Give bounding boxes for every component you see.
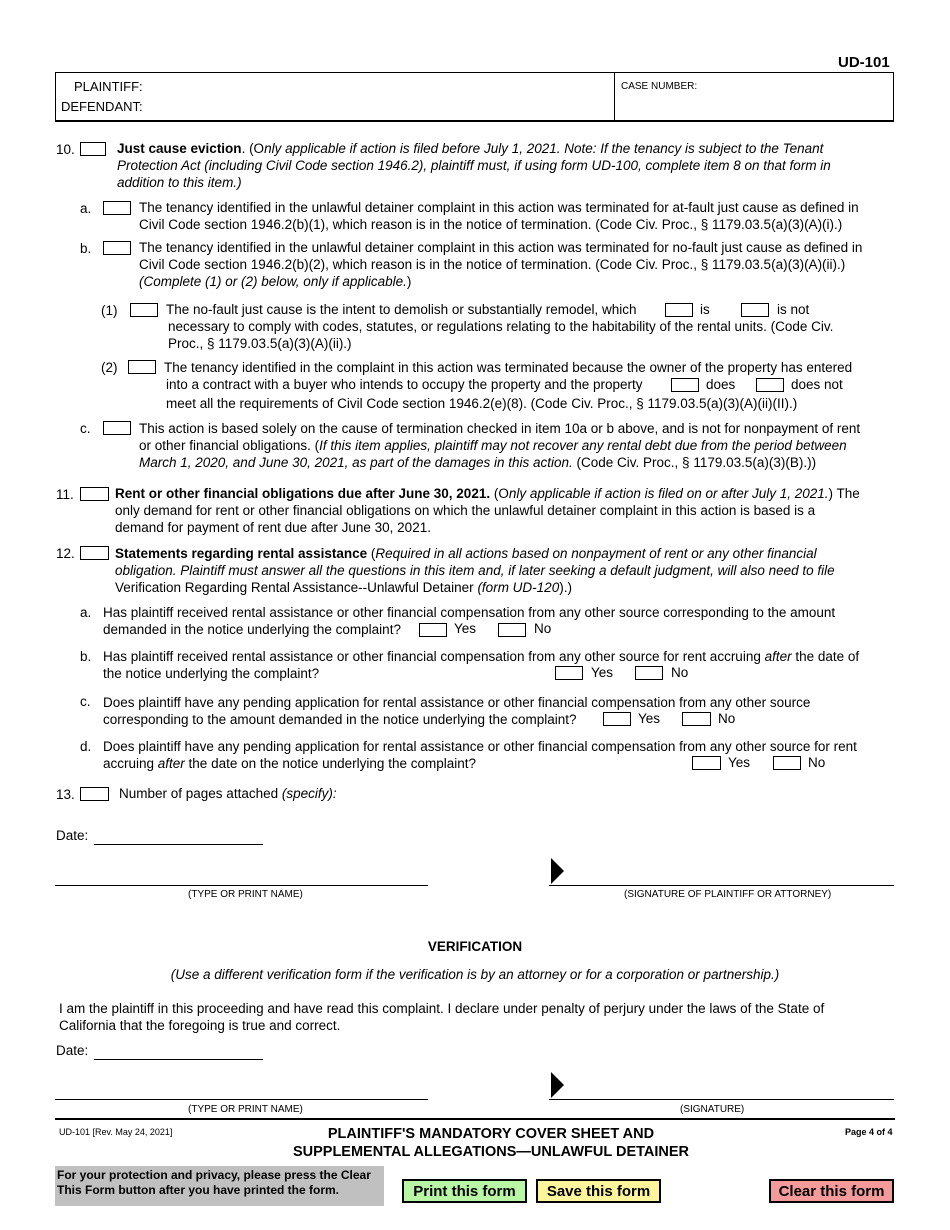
item12-checkbox[interactable] — [80, 546, 109, 560]
case-number-field[interactable] — [621, 95, 886, 117]
item10b1-is-checkbox[interactable] — [665, 303, 693, 317]
item10b1-label: (1) — [101, 303, 118, 318]
footer-page: Page 4 of 4 — [845, 1127, 893, 1137]
item12b-line1a: Has plaintiff received rental assistance or other financial compensation from any other source for rent accruing — [103, 649, 765, 664]
item12-line3c: ).) — [559, 580, 572, 595]
footer-rule — [55, 1118, 895, 1120]
item10-title: Just cause eviction — [117, 141, 242, 156]
item12b-line1b: after — [764, 649, 792, 664]
item10a-label: a. — [80, 201, 92, 216]
item12a-no-label: No — [534, 621, 552, 636]
item10b2-doesnot-label: does not — [791, 377, 843, 392]
item10b1-line3: Proc., § 1179.03.5(a)(3)(A)(ii).) — [168, 336, 352, 351]
caption-divider — [614, 73, 615, 121]
item12c-no-label: No — [718, 711, 736, 726]
item10-number: 10. — [56, 142, 75, 157]
item12b-line2: the notice underlying the complaint? — [103, 666, 320, 681]
verification-print-name-caption: (TYPE OR PRINT NAME) — [188, 1104, 303, 1115]
item10b-checkbox[interactable] — [103, 241, 131, 255]
item10b-label: b. — [80, 241, 92, 256]
verification-signature-field[interactable] — [549, 1082, 894, 1100]
save-form-button[interactable]: Save this form — [536, 1179, 661, 1203]
item12d-line2a: accruing — [103, 756, 158, 771]
item10b2-line3: meet all the requirements of Civil Code section 1946.2(e)(8). (Code Civ. Proc., § 1179.03.5(a)(3)(A)(ii)(II).) — [166, 396, 798, 411]
item12-line3a: Verification Regarding Rental Assistance--Unlawful Detainer — [115, 580, 478, 595]
item10b-line1: The tenancy identified in the unlawful detainer complaint in this action was terminated for no-fault just cause as defined in — [139, 240, 863, 255]
item10-line3: addition to this item.) — [117, 175, 242, 190]
item12-l1b: Required in all actions based on nonpayment of rent or any other financial — [375, 546, 817, 561]
caption-box — [55, 72, 894, 122]
item11-line3: demand for payment of rent due after June 30, 2021. — [115, 520, 431, 535]
plaintiff-field[interactable] — [156, 75, 606, 95]
verification-date-field[interactable] — [94, 1042, 263, 1060]
print-name-caption: (TYPE OR PRINT NAME) — [188, 889, 303, 900]
item10c-line3 — [139, 454, 816, 471]
verification-date-label: Date: — [56, 1043, 89, 1058]
verification-line1: I am the plaintiff in this proceeding and have read this complaint. I declare under penalty of perjury under the laws of the State of — [59, 1001, 825, 1016]
item13-label: Number of pages attached — [119, 786, 282, 801]
item12-line2: obligation. Plaintiff must answer all the questions in this item and, if later seeking a default judgment, will also need to file — [115, 563, 835, 578]
plaintiff-label: PLAINTIFF: — [74, 79, 143, 94]
item12d-no-label: No — [808, 755, 826, 770]
form-id: UD-101 — [838, 54, 890, 71]
item10b-line3-italic: (Complete (1) or (2) below, only if applicable. — [139, 274, 407, 289]
item13-specify: (specify): — [281, 786, 337, 801]
item12-line1 — [115, 545, 817, 562]
item11-title: Rent or other financial obligations due after June 30, 2021. — [115, 486, 491, 501]
item10b1-line2: necessary to comply with codes, statutes, or regulations relating to the habitability of the rental units. (Code Civ. — [168, 319, 834, 334]
item12d-line1: Does plaintiff have any pending application for rental assistance or other financial compensation from any other source for rent — [103, 739, 857, 754]
item12d-yes-checkbox[interactable] — [692, 756, 721, 770]
item10-line1 — [117, 140, 897, 157]
item12a-label: a. — [80, 605, 92, 620]
verification-print-name-field[interactable] — [55, 1082, 428, 1100]
item11-l1b: nly applicable if action is filed on or after July 1, 2021. — [508, 486, 829, 501]
item12-title: Statements regarding rental assistance — [115, 546, 368, 561]
print-form-button[interactable]: Print this form — [402, 1179, 527, 1203]
item10b2-line1: The tenancy identified in the complaint in this action was terminated because the owner of the property has entered — [164, 360, 853, 375]
item12d-line2b: after — [157, 756, 185, 771]
defendant-field[interactable] — [156, 97, 606, 117]
item10b1-line1: The no-fault just cause is the intent to demolish or substantially remodel, which — [166, 302, 637, 317]
item10c-line2b: If this item applies, plaintiff may not recover any rental debt due from the period between — [319, 438, 847, 453]
item12d-no-checkbox[interactable] — [773, 756, 801, 770]
item10b2-does-label: does — [706, 377, 736, 392]
item12c-line1: Does plaintiff have any pending application for rental assistance or other financial compensation from any other source — [103, 695, 811, 710]
item13-pages-field[interactable] — [355, 782, 885, 802]
item10b-line3-end: ) — [406, 274, 412, 289]
item10b2-checkbox[interactable] — [128, 360, 156, 374]
item10a-line2: Civil Code section 1946.2(b)(1), which reason is in the notice of termination. (Code Civ. Proc., § 1179.03.5(a)(3)(A)(i).) — [139, 217, 843, 232]
privacy-line-1: For your protection and privacy, please press the Clear — [57, 1168, 371, 1182]
item13-checkbox[interactable] — [80, 787, 109, 801]
item12-line3b: (form UD-120 — [477, 580, 560, 595]
item10b2-does-checkbox[interactable] — [671, 378, 699, 392]
verification-line2: California that the foregoing is true and correct. — [59, 1018, 341, 1033]
item10c-line3a: March 1, 2020, and June 30, 2021, as part of the damages in this action. — [139, 455, 573, 470]
item10b2-label: (2) — [101, 360, 118, 375]
item12c-label: c. — [80, 694, 91, 709]
item10c-line2a: or other financial obligations. ( — [139, 438, 320, 453]
item11-number: 11. — [56, 487, 74, 502]
item12a-no-checkbox[interactable] — [498, 623, 526, 637]
item10c-checkbox[interactable] — [103, 421, 131, 435]
item10-intro-a: . (O — [241, 141, 265, 156]
item12d-yes-label: Yes — [728, 755, 751, 770]
item13-number: 13. — [56, 787, 75, 802]
item11-line1 — [115, 485, 860, 502]
item12a-line1: Has plaintiff received rental assistance or other financial compensation from any other source corresponding to the amount — [103, 605, 836, 620]
privacy-note — [55, 1166, 384, 1206]
item12c-yes-label: Yes — [638, 711, 661, 726]
verification-subtitle: (Use a different verification form if the verification is by an attorney or for a corporation or partnership.) — [170, 967, 780, 982]
item12a-yes-checkbox[interactable] — [419, 623, 447, 637]
item10-checkbox[interactable] — [80, 142, 106, 156]
item10b2-line2: into a contract with a buyer who intends to occupy the property and the property — [166, 377, 643, 392]
defendant-label: DEFENDANT: — [61, 99, 143, 114]
item10-intro-b: nly applicable if action is filed before July 1, 2021. Note: If the tenancy is subject to the Tenant — [264, 141, 824, 156]
footer-title-2: SUPPLEMENTAL ALLEGATIONS—UNLAWFUL DETAINER — [292, 1144, 690, 1160]
item12c-yes-checkbox[interactable] — [603, 712, 631, 726]
item12-line3 — [115, 579, 572, 596]
item10c-label: c. — [80, 421, 91, 436]
date-field[interactable] — [94, 827, 263, 845]
item12-l1a: ( — [367, 546, 376, 561]
item12c-no-checkbox[interactable] — [682, 712, 711, 726]
clear-form-button[interactable]: Clear this form — [769, 1179, 894, 1203]
item12a-yes-label: Yes — [454, 621, 477, 636]
item11-checkbox[interactable] — [80, 487, 109, 501]
item10c-line3b: (Code Civ. Proc., § 1179.03.5(a)(3)(B).)) — [572, 455, 817, 470]
item12d-line2 — [103, 755, 476, 772]
item12b-yes-checkbox[interactable] — [555, 666, 583, 680]
print-name-field[interactable] — [55, 868, 428, 886]
item10b1-is-label: is — [700, 302, 710, 317]
item12b-line1c: the date of — [791, 649, 860, 664]
signature-caption: (SIGNATURE OF PLAINTIFF OR ATTORNEY) — [624, 889, 832, 900]
footer-rev: UD-101 [Rev. May 24, 2021] — [59, 1127, 173, 1137]
item12c-line2: corresponding to the amount demanded in the notice underlying the complaint? — [103, 712, 577, 727]
item11-line2: only demand for rent or other financial obligations on which the unlawful detainer complaint in this action is based is a — [115, 503, 816, 518]
item12d-line2c: the date on the notice underlying the complaint? — [184, 756, 476, 771]
item12d-label: d. — [80, 739, 92, 754]
item10a-line1: The tenancy identified in the unlawful detainer complaint in this action was terminated for at-fault just cause as defined in — [139, 200, 859, 215]
verification-signature-caption: (SIGNATURE) — [680, 1104, 745, 1115]
verification-title: VERIFICATION — [427, 939, 523, 954]
item10b-line3 — [139, 273, 411, 290]
item13-text — [119, 785, 337, 802]
item11-l1c: ) The — [828, 486, 860, 501]
item10b1-checkbox[interactable] — [130, 303, 158, 317]
item11-l1a: (O — [490, 486, 509, 501]
item10c-line1: This action is based solely on the cause of termination checked in item 10a or b above, and is not for nonpayment of rent — [139, 421, 861, 436]
item12b-line1 — [103, 648, 859, 665]
item12a-line2: demanded in the notice underlying the complaint? — [103, 622, 401, 637]
footer-title-1: PLAINTIFF'S MANDATORY COVER SHEET AND — [327, 1126, 655, 1142]
item10-line2: Protection Act (including Civil Code section 1946.2), plaintiff must, if using form UD-100, complete item 8 on that form in — [117, 158, 831, 173]
item10b1-isnot-label: is not — [777, 302, 810, 317]
item12-number: 12. — [56, 546, 75, 561]
item10a-checkbox[interactable] — [103, 201, 131, 215]
signature-field[interactable] — [549, 868, 894, 886]
item10c-line2 — [139, 437, 847, 454]
item10b-line2: Civil Code section 1946.2(b)(2), which reason is in the notice of termination. (Code Civ. Proc., § 1179.03.5(a)(3)(A)(ii).) — [139, 257, 846, 272]
item10b2-doesnot-checkbox[interactable] — [756, 378, 784, 392]
privacy-line-2: This Form button after you have printed the form. — [57, 1183, 340, 1197]
item12b-label: b. — [80, 649, 92, 664]
item12b-no-checkbox[interactable] — [635, 666, 663, 680]
date-label: Date: — [56, 828, 89, 843]
item12b-no-label: No — [671, 665, 689, 680]
item10b1-isnot-checkbox[interactable] — [741, 303, 769, 317]
case-number-label: CASE NUMBER: — [621, 81, 698, 92]
item12b-yes-label: Yes — [591, 665, 614, 680]
